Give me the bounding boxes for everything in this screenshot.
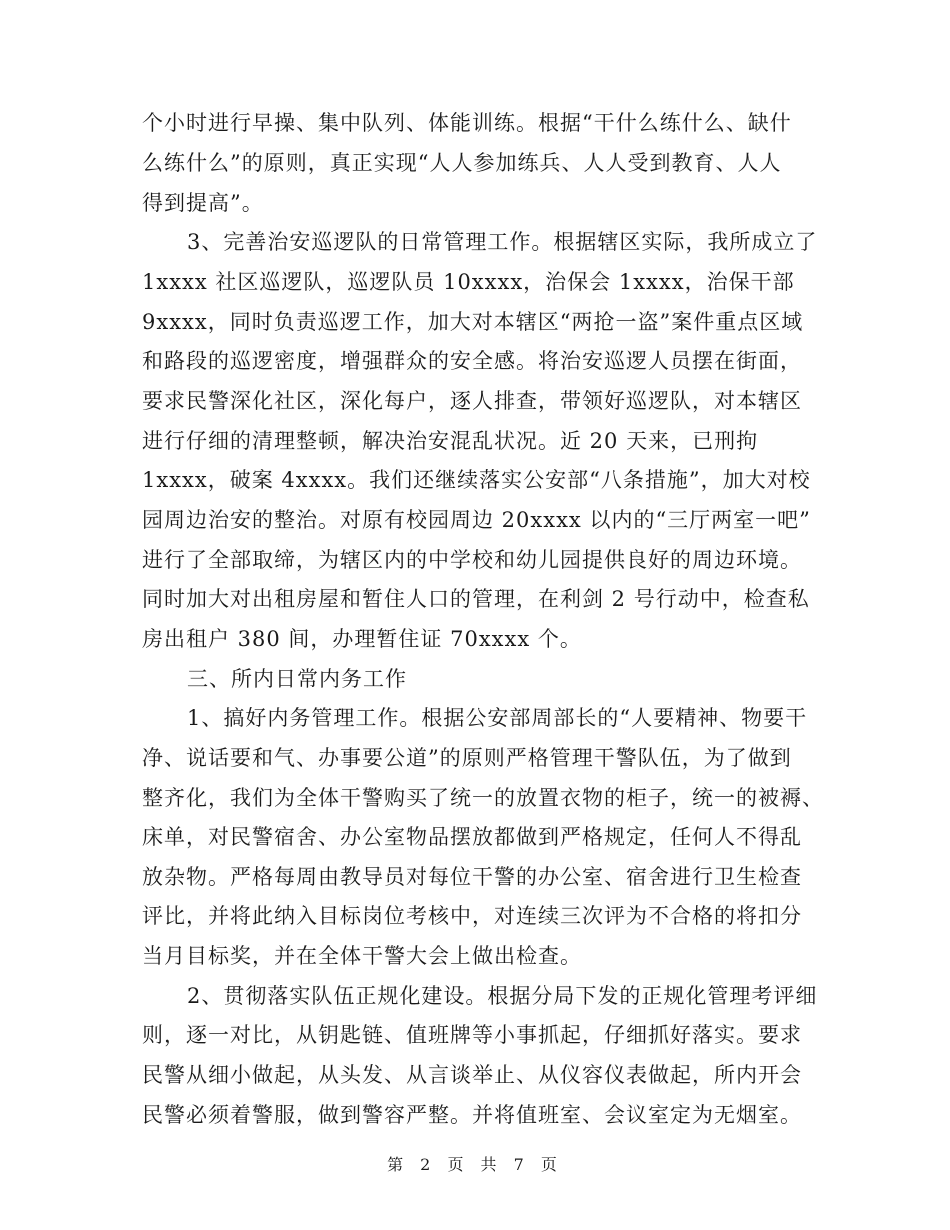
text-line: 净、说话要和气、办事要公道”的原则严格管理干警队伍，为了做到	[142, 746, 792, 770]
text-line: 民警从细小做起，从头发、从言谈举止、从仪容仪表做起，所内开会	[142, 1063, 802, 1087]
page-number-footer: 第 2 页 共 7 页	[387, 1155, 563, 1174]
text-line: 放杂物。严格每周由教导员对每位干警的办公室、宿舍进行卫生检查	[142, 865, 802, 889]
text-line: 房出租户 380 间，办理暂住证 70xxxx 个。	[142, 627, 582, 651]
text-line: 和路段的巡逻密度，增强群众的安全感。将治安巡逻人员摆在街面，	[142, 349, 802, 373]
text-line: 同时加大对出租房屋和暂住人口的管理，在利剑 2 号行动中，检查私	[142, 587, 810, 611]
text-line: 9xxxx，同时负责巡逻工作，加大对本辖区“两抢一盗”案件重点区域	[142, 310, 804, 334]
text-line: 民警必须着警服，做到警容严整。并将值班室、会议室定为无烟室。	[142, 1103, 802, 1127]
text-line: 1xxxx，破案 4xxxx。我们还继续落实公安部“八条措施”，加大对校	[142, 468, 811, 492]
text-line: 进行了全部取缔，为辖区内的中学校和幼儿园提供良好的周边环境。	[142, 548, 802, 572]
text-line: 得到提高”。	[142, 191, 264, 215]
text-line: 进行仔细的清理整顿，解决治安混乱状况。近 20 天来，已刑拘	[142, 429, 759, 453]
text-line: 整齐化，我们为全体干警购买了统一的放置衣物的柜子，统一的被褥、	[142, 786, 824, 810]
text-line: 评比，并将此纳入目标岗位考核中，对连续三次评为不合格的将扣分	[142, 904, 802, 928]
text-line: 园周边治安的整治。对原有校园周边 20xxxx 以内的“三厅两室一吧”	[142, 508, 811, 532]
text-line: 3、完善治安巡逻队的日常管理工作。根据辖区实际，我所成立了	[187, 230, 818, 254]
text-line: 1xxxx 社区巡逻队，巡逻队员 10xxxx，治保会 1xxxx，治保干部	[142, 270, 795, 294]
text-line: 当月目标奖，并在全体干警大会上做出检查。	[142, 944, 582, 968]
text-line: 2、贯彻落实队伍正规化建设。根据分局下发的正规化管理考评细	[187, 984, 818, 1008]
text-line: 要求民警深化社区，深化每户，逐人排查，带领好巡逻队，对本辖区	[142, 389, 802, 413]
text-line: 则，逐一对比，从钥匙链、值班牌等小事抓起，仔细抓好落实。要求	[142, 1023, 802, 1047]
text-line: 1、搞好内务管理工作。根据公安部周部长的“人要精神、物要干	[187, 706, 808, 730]
text-line: 么练什么”的原则，真正实现“人人参加练兵、人人受到教育、人人	[142, 151, 782, 175]
text-line: 床单，对民警宿舍、办公室物品摆放都做到严格规定，任何人不得乱	[142, 825, 802, 849]
section-heading: 三、所内日常内务工作	[187, 667, 407, 691]
text-line: 个小时进行早操、集中队列、体能训练。根据“干什么练什么、缺什	[142, 111, 792, 135]
